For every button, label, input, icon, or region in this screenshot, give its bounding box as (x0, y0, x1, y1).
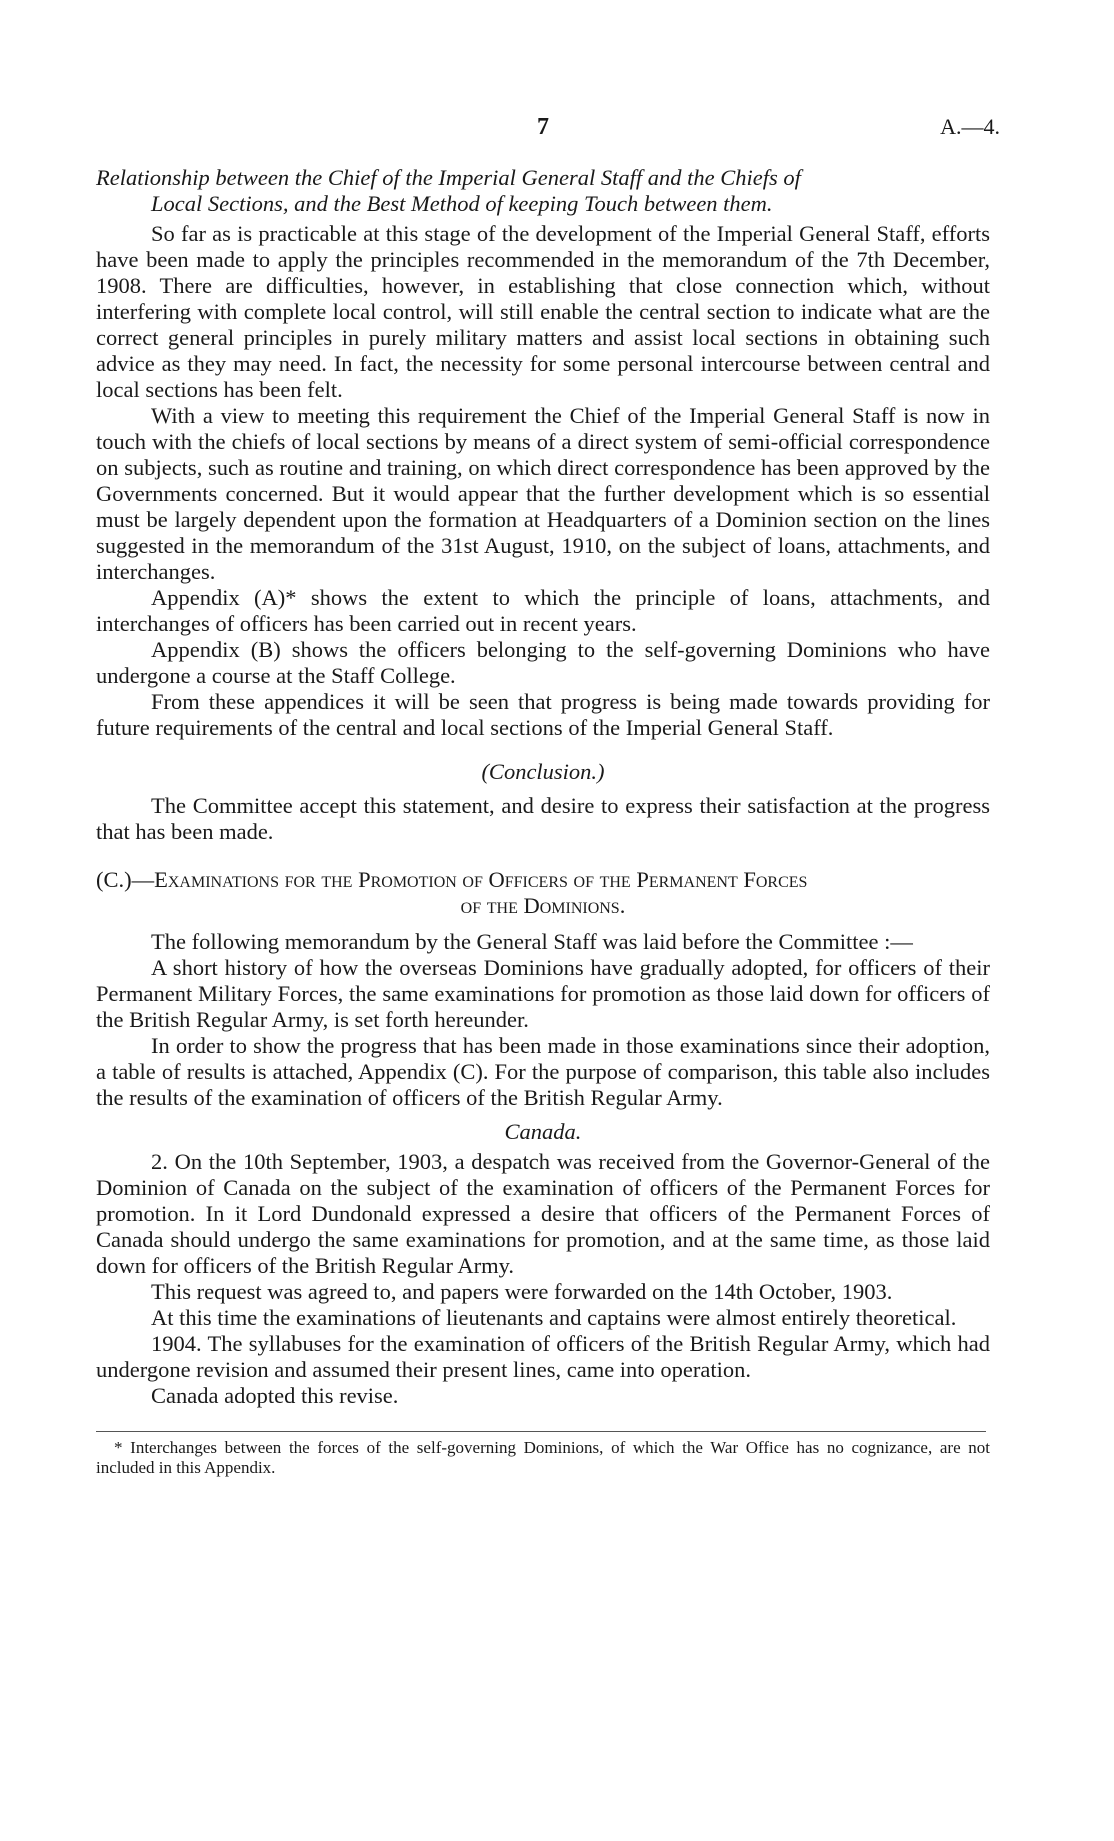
footnote: * Interchanges between the forces of the self-governing Dominions, of which the War Office has no cognizance, are not included in this Appendix. (96, 1438, 990, 1477)
paragraph: Appendix (B) shows the officers belonging to the self-governing Dominions who have undergone a course at the Staff College. (96, 637, 990, 688)
section-c-heading (96, 867, 990, 919)
paragraph: So far as is practicable at this stage of the development of the Imperial General Staff, efforts have been made to apply the principles recommended in the memorandum of the 7th December, 1908. There are difficulties, however, in establishing that close connection which, without interfering with complete local control, will still enable the central section to indicate what are the correct general principles in purely military matters and assist local sections in obtaining such advice as they may need. In fact, the necessity for some personal intercourse between central and local sections has been felt. (96, 221, 990, 402)
section-title-line-2: Local Sections, and the Best Method of keeping Touch between them. (151, 191, 773, 216)
page-number: 7 (537, 114, 549, 140)
paragraph: 1904. The syllabuses for the examination of officers of the British Regular Army, which had undergone revision and assumed their present lines, came into operation. (96, 1331, 990, 1382)
canada-heading: Canada. (504, 1119, 582, 1144)
paragraph: The following memorandum by the General Staff was laid before the Committee :— (151, 929, 913, 954)
paragraph: At this time the examinations of lieutenants and captains were almost entirely theoretical. (151, 1305, 957, 1330)
conclusion-heading: (Conclusion.) (481, 759, 605, 784)
section-title (96, 165, 990, 217)
paragraph: Appendix (A)* shows the extent to which the principle of loans, attachments, and interchanges of officers has been carried out in recent years. (96, 585, 990, 636)
footnote-divider (96, 1431, 986, 1432)
paragraph: A short history of how the overseas Dominions have gradually adopted, for officers of their Permanent Military Forces, the same examinations for promotion as those laid down for officers of the British Regular Army, is set forth hereunder. (96, 955, 990, 1032)
paragraph: With a view to meeting this requirement the Chief of the Imperial General Staff is now in touch with the chiefs of local sections by means of a direct system of semi-official correspondence on subjects, such as routine and training, on which direct correspondence has been approved by the Governments concerned. But it would appear that the further development which is so essential must be largely dependent upon the formation at Headquarters of a Dominion section on the lines suggested in the memorandum of the 31st August, 1910, on the subject of loans, attachments, and interchanges. (96, 403, 990, 584)
section-title-line-1: Relationship between the Chief of the Imperial General Staff and the Chiefs of (96, 165, 801, 190)
section-c-heading-line-2: of the Dominions. (460, 893, 626, 918)
paragraph: In order to show the progress that has been made in those examinations since their adoption, a table of results is attached, Appendix (C). For the purpose of comparison, this table also includes the results of the examination of officers of the British Regular Army. (96, 1033, 990, 1110)
paragraph: This request was agreed to, and papers were forwarded on the 14th October, 1903. (151, 1279, 893, 1304)
section-c-heading-line-1: (C.)—Examinations for the Promotion of Officers of the Permanent Forces (96, 867, 808, 892)
paragraph: 2. On the 10th September, 1903, a despatch was received from the Governor-General of the Dominion of Canada on the subject of the examination of officers of the Permanent Forces for promotion. In it Lord Dundonald expressed a desire that officers of the Permanent Forces of Canada should undergo the same examinations for promotion, and at the same time, as those laid down for officers of the British Regular Army. (96, 1149, 990, 1278)
paragraph: Canada adopted this revise. (151, 1383, 399, 1408)
conclusion-paragraph: The Committee accept this statement, and desire to express their satisfaction at the progress that has been made. (96, 793, 990, 844)
page-header (96, 114, 1000, 144)
document-reference: A.—4. (940, 114, 1000, 139)
paragraph: From these appendices it will be seen that progress is being made towards providing for future requirements of the central and local sections of the Imperial General Staff. (96, 689, 990, 740)
page-content (96, 165, 990, 1478)
